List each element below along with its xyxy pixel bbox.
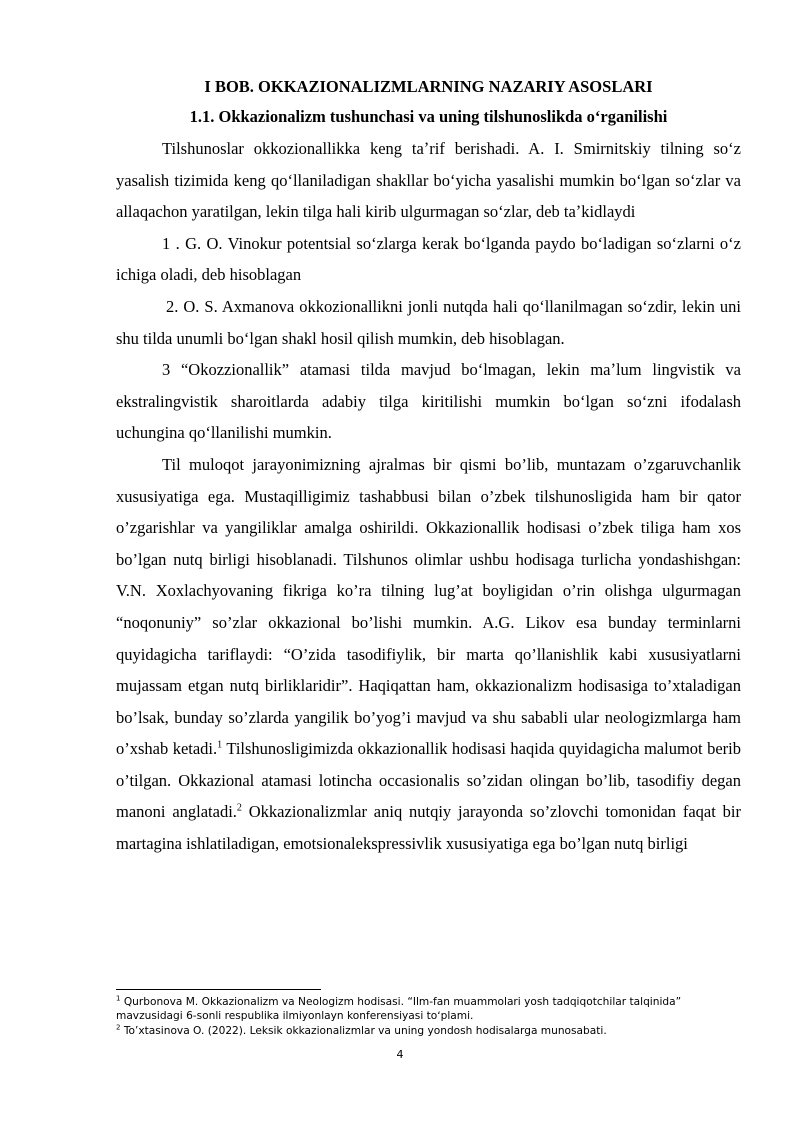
footnote-number: 1 [116, 994, 121, 1003]
footnote-separator [116, 989, 321, 990]
main-text-part1: Til muloqot jarayonimizning ajralmas bir qismi bo’lib, muntazam o’zgaruvchanlik xususiyatiga ega. Mustaqilligimiz tashabbusi bilan o’zbek tilshunosligida ham bir qator o’zgarishlar va yangiliklar amalga oshirildi. Okkazionallik hodisasi o’zbek tiliga ham xos bo’lgan nutq birligi hisoblanadi. Tilshunos olimlar ushbu hodisaga turlicha yondashishgan: V.N. Xoxlachyovaning fikriga ko’ra tilning lug’at boyligidan o’rin olishga ulgurmagan “noqonuniy” so’zlar okkazional bo’lishi mumkin. A.G. Likov esa bunday terminlarni quyidagicha tariflaydi: “O’zida tasodifiylik, bir marta qo’llanishlik kabi xususiyatlarni mujassam etgan nutq birliklaridir”. Haqiqattan ham, okkazionalizm hodisasiga to’xtaladigan bo’lsak, bunday so’zlarda yangilik bo’yog’i mavjud va shu sababli ular neologizmlarga ham o’xshab ketadi. [116, 454, 741, 759]
paragraph-main [116, 449, 741, 860]
footnote-ref-2[interactable]: 2 [236, 802, 242, 814]
footnote-number: 2 [116, 1023, 121, 1032]
footnote-text: To’xtasinova O. (2022). Leksik okkazionalizmlar va uning yondosh hodisalarga munosabati. [120, 1025, 607, 1038]
main-text-part3: Okkazionalizmlar aniq nutqiy jarayonda so’zlovchi tomonidan faqat bir martagina ishlatiladigan, emotsionalekspressivlik xususiyatiga ega bo’lgan nutq birligi [116, 802, 741, 854]
footnotes [116, 995, 741, 1040]
paragraph-definition: Tilshunoslar okkozionallikka keng taʼrif berishadi. A. I. Smirnitskiy tilning soʻz yasalish tizimida keng qoʻllaniladigan shakllar boʻyicha yasalishi mumkin boʻlgan soʻzlar va allaqachon yaratilgan, lekin tilga hali kirib ulgurmagan soʻzlar, deb taʼkidlaydi [116, 139, 741, 222]
footnote-2 [116, 1024, 741, 1038]
paragraph-vinokur: 1 . G. O. Vinokur potentsial soʻzlarga kerak boʻlganda paydo boʻladigan soʻzlarni oʻz ichiga oladi, deb hisoblagan [116, 233, 741, 285]
paragraph-okozzionallik: 3 “Okozzionallik” atamasi tilda mavjud boʻlmagan, lekin maʼlum lingvistik va ekstralingvistik sharoitlarda adabiy tilga kiritilishi mumkin boʻlgan soʻzni ifodalash uchungina qoʻllanilishi mumkin. [116, 360, 741, 443]
footnote-ref-1[interactable]: 1 [217, 739, 223, 751]
page-number: 4 [396, 1048, 404, 1061]
paragraph-axmanova: 2. O. S. Axmanova okkozionallikni jonli nutqda hali qoʻllanilmagan soʻzdir, lekin uni shu tilda unumli boʻlgan shakl hosil qilish mumkin, deb hisoblagan. [116, 296, 741, 348]
main-text-part2: Tilshunosligimizda okkazionallik hodisasi haqida quyidagicha malumot berib o’tilgan. Okkazional atamasi lotincha occasionalis so’zidan olingan bo’lib, tasodifiy degan manoni anglatadi. [116, 739, 742, 822]
footnote-1 [116, 995, 741, 1023]
section-title: 1.1. Okkazionalizm tushunchasi va uning tilshunoslikda oʻrganilishi [189, 107, 668, 126]
page-body [116, 76, 741, 860]
footnote-text: Qurbonova M. Okkazionalizm va Neologizm hodisasi. “Ilm-fan muammolari yosh tadqiqotchilar talqinida” mavzusidagi 6-sonli respublika ilmiyonlayn konferensiyasi toʻplami. [116, 996, 682, 1023]
chapter-title: I BOB. OKKAZIONALIZMLARNING NAZARIY ASOSLARI [204, 77, 653, 96]
